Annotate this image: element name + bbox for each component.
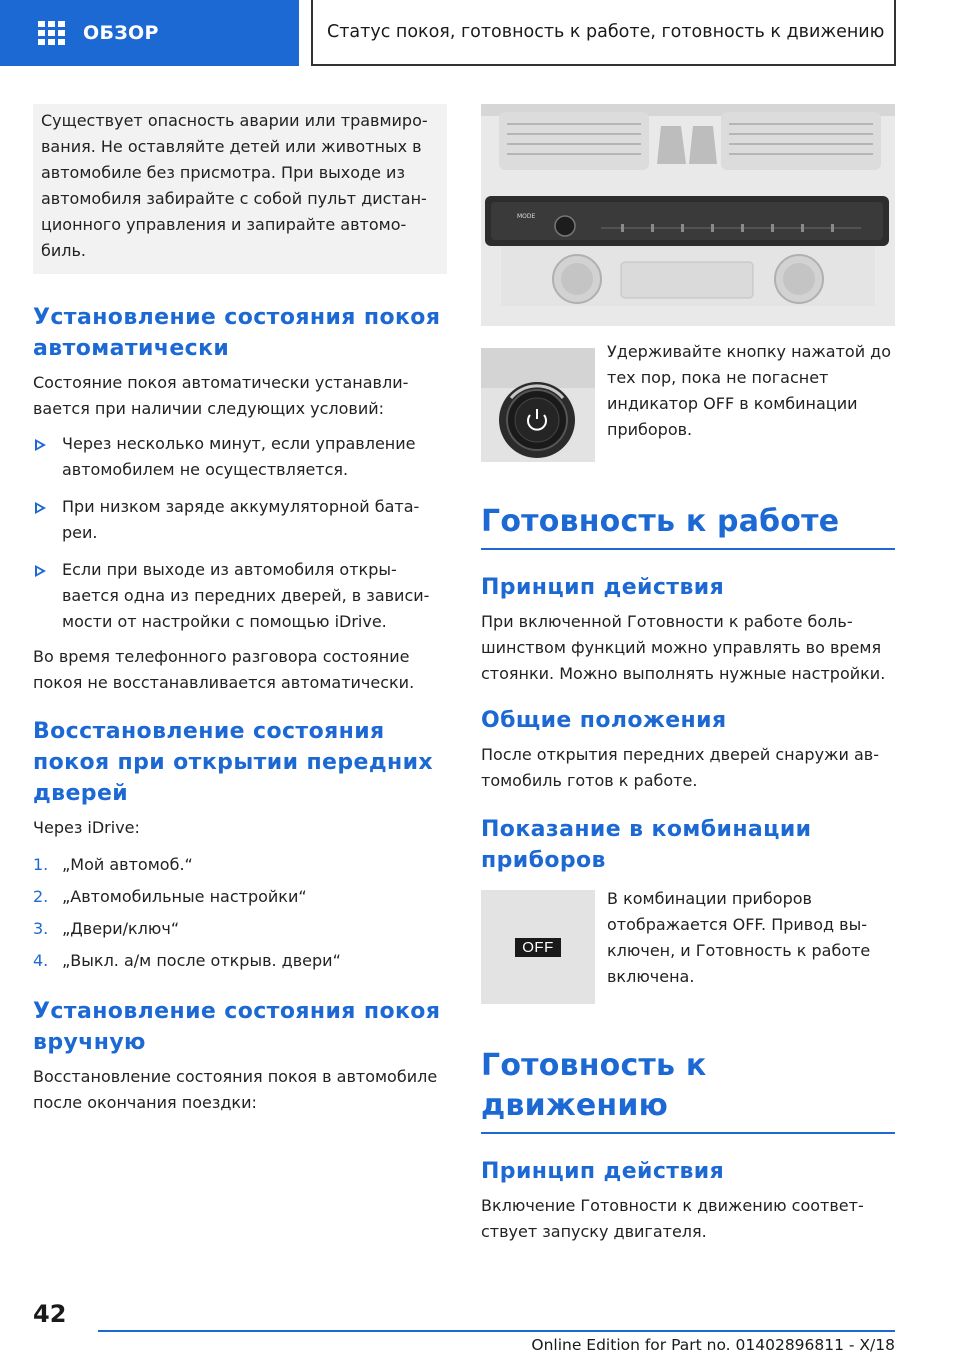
list-item: 3. „Двери/ключ“ — [33, 919, 180, 938]
auto-conditions-list — [33, 431, 447, 635]
general-text: После открытия передних дверей снаружи автомобиль готов к работе. — [481, 745, 879, 790]
ready-heading-rule — [481, 548, 895, 550]
warning-box: Существует опасность аварии или травмирования. Не оставляйте детей или животных в автомобиле без присмотра. При выходе из автомобиля забирайте с собой пульт дистанционного управления и запирайте автомобиль. — [33, 104, 447, 274]
list-item: 2. „Автомобильные настройки“ — [33, 887, 307, 906]
svg-text:MODE: MODE — [517, 213, 536, 220]
left-column — [33, 104, 447, 1116]
footer-rule — [98, 1330, 895, 1332]
general-heading: Общие положения — [481, 708, 727, 733]
triangle-bullet-icon — [35, 565, 46, 577]
page-number: 42 — [33, 1300, 67, 1328]
edition-note: Online Edition for Part no. 01402896811 - X/18 — [531, 1336, 895, 1354]
list-item: 1. „Мой автомоб.“ — [33, 855, 193, 874]
triangle-bullet-icon — [35, 502, 46, 514]
off-indicator-image — [481, 890, 595, 1004]
ready-heading: Готовность к работе — [481, 504, 840, 539]
power-button-image — [481, 348, 595, 462]
list-item: Через несколько минут, если управление автомобилем не осуществляется. — [33, 431, 447, 483]
overview-tab-label: ОБЗОР — [83, 22, 159, 44]
section-title-box — [311, 0, 896, 66]
drive-principle-heading: Принцип действия — [481, 1159, 725, 1184]
auto-rest-note: Во время телефонного разговора состояние покоя не восстанавливается автоматически. — [33, 647, 415, 692]
right-column — [481, 104, 895, 1245]
auto-rest-heading: Установление состояния покоя автоматически — [33, 305, 441, 361]
section-title: Статус покоя, готовность к работе, готовность к движению — [327, 22, 885, 42]
page-header — [0, 0, 960, 66]
list-item: При низком заряде аккумуляторной батареи. — [33, 494, 447, 546]
manual-rest-heading: Установление состояния покоя вручную — [33, 999, 441, 1055]
triangle-bullet-icon — [35, 439, 46, 451]
power-button-caption: Удерживайте кнопку нажатой до тех пор, пока не погаснет индикатор OFF в комбинации приборов. — [607, 342, 892, 439]
cluster-heading: Показание в комбинации приборов — [481, 817, 812, 873]
drive-principle-text: Включение Готовности к движению соответствует запуску двигателя. — [481, 1196, 864, 1241]
ready-principle-heading: Принцип действия — [481, 575, 725, 600]
ready-principle-text: При включенной Готовности к работе большинством функций можно управлять во время стоянки. Можно выполнять нужные настройки. — [481, 612, 886, 683]
auto-rest-intro: Состояние покоя автоматически устанавливается при наличии следующих условий: — [33, 373, 409, 418]
list-item: Если при выходе из автомобиля открывается одна из передних дверей, в зависимости от настройки с помощью iDrive. — [33, 557, 447, 635]
restore-rest-intro: Через iDrive: — [33, 818, 140, 837]
restore-steps-list — [33, 852, 447, 974]
off-indicator-label: OFF — [515, 938, 561, 957]
cluster-row — [481, 890, 895, 1004]
drive-heading: Готовность к движению — [481, 1048, 707, 1123]
list-item: 4. „Выкл. а/м после открыв. двери“ — [33, 951, 341, 970]
overview-tab[interactable] — [0, 0, 299, 66]
power-button-row — [481, 342, 895, 462]
manual-rest-text: Восстановление состояния покоя в автомобиле после окончания поездки: — [33, 1067, 438, 1112]
cluster-text: В комбинации приборов отображается OFF. Привод выключен, и Готовность к работе включена. — [607, 889, 871, 986]
grid-menu-icon — [38, 21, 66, 45]
drive-heading-rule — [481, 1132, 895, 1134]
restore-rest-heading: Восстановление состояния покоя при открытии передних дверей — [33, 719, 434, 806]
car-dashboard-image — [481, 104, 895, 326]
